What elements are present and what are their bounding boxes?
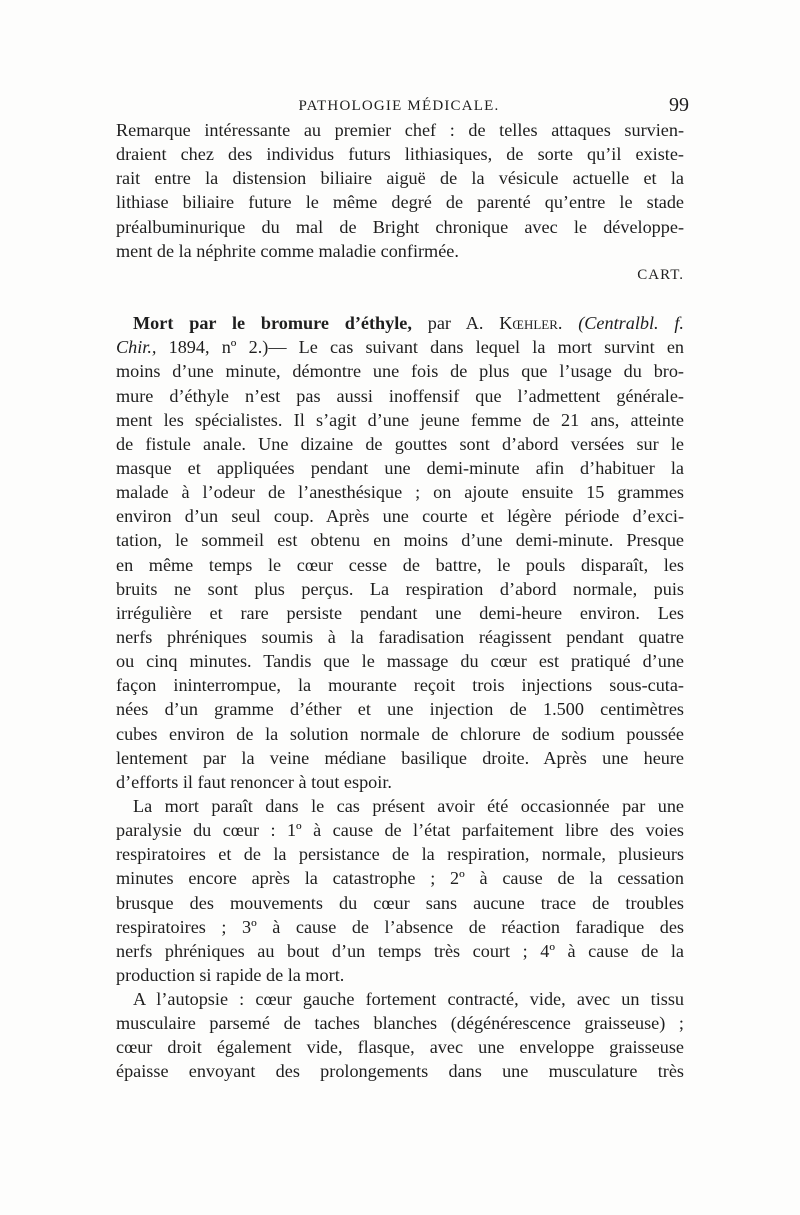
- article-author: Kœhler.: [499, 313, 563, 334]
- text-line: environ d’un seul coup. Après une courte et légère période d’exci-: [116, 506, 684, 527]
- text-line: tation, le sommeil est obtenu en moins d’une demi-minute. Presque: [116, 530, 684, 551]
- article-heading-line: [116, 311, 684, 335]
- text-line: nerfs phréniques au bout d’un temps très court ; 4º à cause de la: [116, 940, 684, 961]
- text-line: ou cinq minutes. Tandis que le massage du cœur est pratiqué d’une: [116, 651, 684, 672]
- text-line: irrégulière et rare persiste pendant une demi-heure environ. Les: [116, 602, 684, 623]
- text-line: production si rapide de la mort.: [116, 964, 345, 985]
- signature: CART.: [637, 266, 684, 283]
- article-line2-rest: 1894, nº 2.)— Le cas suivant dans lequel la mort survint en: [156, 337, 684, 358]
- text-line: nées d’un gramme d’éther et une injection de 1.500 centimètres: [116, 699, 684, 720]
- text-line: moins d’une minute, démontre une fois de plus que l’usage du bro-: [116, 361, 684, 382]
- text-line: rait entre la distension biliaire aiguë de la vésicule actuelle et la: [116, 168, 684, 189]
- spacer: [116, 287, 684, 311]
- text-line: préalbuminurique du mal de Bright chronique avec le développe-: [116, 216, 684, 237]
- text-line: malade à l’odeur de l’anesthésique ; on ajoute ensuite 15 grammes: [116, 482, 684, 503]
- text-line: masque et appliquées pendant une demi-minute afin d’habituer la: [116, 457, 684, 478]
- article-heading-line: [116, 335, 684, 359]
- text-line: façon ininterrompue, la mourante reçoit trois injections sous-cuta-: [116, 675, 684, 696]
- text-line: cœur droit également vide, flasque, avec une enveloppe graisseuse: [116, 1037, 684, 1058]
- text-line: en même temps le cœur cesse de battre, le pouls disparaît, les: [116, 554, 684, 575]
- text-line: draient chez des individus futurs lithiasiques, de sorte qu’il existe-: [116, 144, 684, 165]
- text-line: brusque des mouvements du cœur sans aucune trace de troubles: [116, 892, 684, 913]
- text-line: lithiase biliaire future le même degré de parenté qu’entre le stade: [116, 192, 684, 213]
- text-line: bruits ne sont plus perçus. La respiration d’abord normale, puis: [116, 578, 684, 599]
- page-number: 99: [669, 94, 689, 116]
- text-line: Remarque intéressante au premier chef : de telles attaques survien-: [116, 120, 684, 140]
- text-line: mure d’éthyle n’est pas aussi inoffensif que l’admettent générale-: [116, 385, 684, 406]
- text-line: lentement par la veine médiane basilique droite. Après une heure: [116, 747, 684, 768]
- text-line: respiratoires ; 3º à cause de l’absence de réaction faradique des: [116, 916, 684, 937]
- text-line: ment de la néphrite comme maladie confirmée.: [116, 240, 459, 261]
- article-source: (Centralbl. f.: [562, 313, 684, 334]
- article-by: par A.: [411, 313, 500, 334]
- text-line: minutes encore après la catastrophe ; 2º à cause de la cessation: [116, 868, 684, 889]
- text-line: cubes environ de la solution normale de chlorure de sodium poussée: [116, 723, 684, 744]
- article-source-2: Chir.,: [116, 337, 157, 358]
- text-line: ment les spécialistes. Il s’agit d’une jeune femme de 21 ans, atteinte: [116, 409, 684, 430]
- text-line: d’efforts il faut renoncer à tout espoir.: [116, 771, 392, 792]
- text-line: de fistule anale. Une dizaine de gouttes sont d’abord versées sur le: [116, 433, 684, 454]
- text-line: A l’autopsie : cœur gauche fortement contracté, vide, avec un tissu: [133, 989, 684, 1010]
- text-line: La mort paraît dans le cas présent avoir été occasionnée par une: [133, 795, 684, 816]
- text-line: nerfs phréniques soumis à la faradisation réagissent pendant quatre: [116, 626, 684, 647]
- text-line: musculaire parsemé de taches blanches (dégénérescence graisseuse) ;: [116, 1013, 684, 1034]
- body-text: [116, 118, 684, 1084]
- text-line: épaisse envoyant des prolongements dans une musculature très: [116, 1061, 684, 1082]
- text-line: respiratoires et de la persistance de la respiration, normale, plusieurs: [116, 844, 684, 865]
- running-head: [115, 94, 689, 120]
- text-line: paralysie du cœur : 1º à cause de l’état parfaitement libre des voies: [116, 820, 684, 841]
- article-title: Mort par le bromure d’éthyle,: [133, 313, 412, 334]
- running-title: PATHOLOGIE MÉDICALE.: [298, 98, 500, 114]
